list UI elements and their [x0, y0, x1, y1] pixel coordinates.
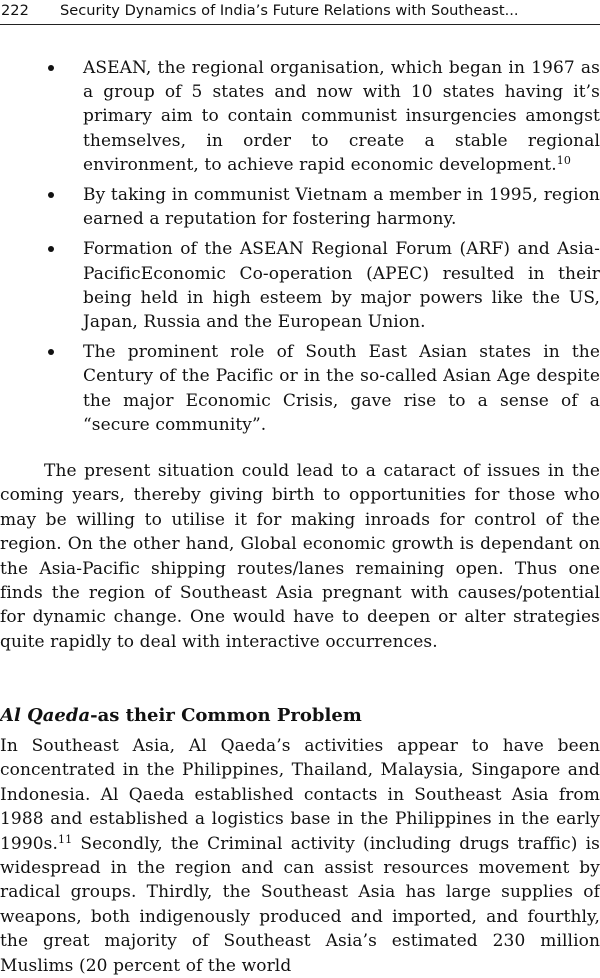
paragraph-text-continued: Secondly, the Criminal activity (including drugs traffic) is widespread in the region and can assist resources movement by radical groups. Thirdly, the Southeast Asia has large supplies of weapons, both indigenously produced and imported, and fourthly, the great majority of Southeast Asia’s estimated 230 million Muslims (20 percent of the world: [0, 833, 600, 976]
footnote-marker: 11: [58, 832, 73, 846]
body-paragraph: The present situation could lead to a cataract of issues in the coming years, thereby giving birth to opportunities for those who may be willing to utilise it for making inroads for control of the region. On the other hand, Global economic growth is dependant on the Asia-Pacific shipping routes/lanes remaining open. Thus one finds the region of Southeast Asia pregnant with causes/potential for dynamic change. One would have to deepen or alter strategies quite rapidly to deal with interactive occurrences.: [0, 461, 600, 652]
bullet-item: [40, 340, 600, 437]
bullet-item: [40, 183, 600, 231]
bullet-dot-icon: [48, 349, 54, 355]
bullet-text: The prominent role of South East Asian states in the Century of the Pacific or in the so-called Asian Age despite the major Economic Crisis, gave rise to a sense of a “secure community”.: [83, 342, 600, 435]
bullet-dot-icon: [48, 192, 54, 198]
bullet-text: By taking in communist Vietnam a member in 1995, region earned a reputation for fostering harmony.: [83, 185, 600, 230]
section-heading-rest: -as their Common Problem: [90, 705, 362, 726]
section-heading: [0, 703, 600, 729]
bullet-dot-icon: [48, 65, 54, 71]
bullet-item: [40, 56, 600, 177]
bullet-text: ASEAN, the regional organisation, which began in 1967 as a group of 5 states and now with 10 states having it’s primary aim to contain communist insurgencies amongst themselves, in order to create a stable regional environment, to achieve rapid economic development.: [83, 58, 600, 175]
body-paragraph: [0, 734, 600, 978]
bullet-item: [40, 237, 600, 334]
page-number: 222: [1, 2, 29, 19]
section-heading-italic: Al Qaeda: [0, 705, 91, 726]
bullet-dot-icon: [48, 246, 54, 252]
header-rule: [0, 24, 600, 25]
bullet-list: [40, 56, 600, 443]
footnote-marker: 10: [556, 153, 571, 167]
bullet-text: Formation of the ASEAN Regional Forum (ARF) and Asia-PacificEconomic Co-operation (APEC) resulted in their being held in high esteem by major powers like the US, Japan, Russia and the European Union.: [83, 239, 600, 333]
running-title: Security Dynamics of India’s Future Relations with Southeast...: [60, 2, 519, 19]
paragraph-text: In Southeast Asia, Al Qaeda’s activities appear to have been concentrated in the Philippines, Thailand, Malaysia, Singapore and Indonesia. Al Qaeda established contacts in Southeast Asia from 1988 and established a logistics base in the Philippines in the early 1990s.: [0, 736, 600, 854]
running-header: [0, 0, 600, 22]
